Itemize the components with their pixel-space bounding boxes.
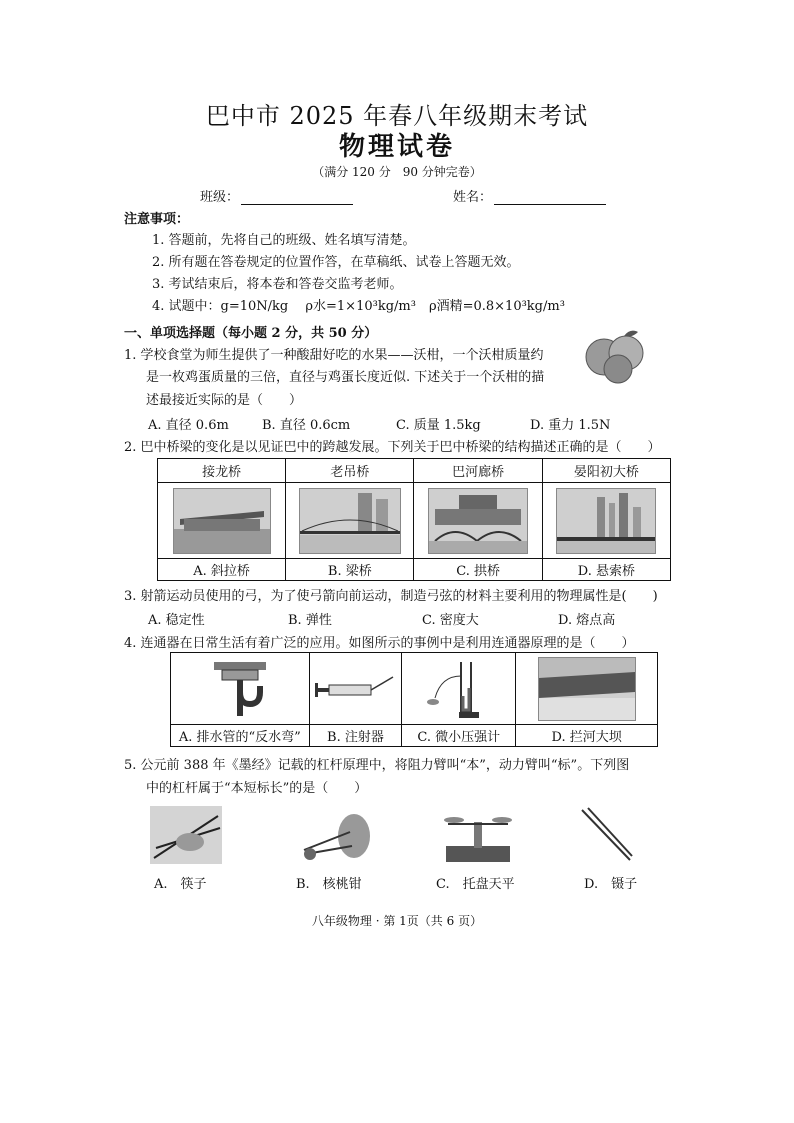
tweezers-image bbox=[578, 806, 638, 864]
q4-table bbox=[170, 652, 658, 747]
q3-option-a[interactable]: A. 稳定性 bbox=[148, 613, 205, 628]
q4-option-c[interactable]: C. 微小压强计 bbox=[402, 725, 516, 747]
q5-option-a[interactable]: A. 筷子 bbox=[154, 877, 207, 892]
chopsticks-image bbox=[150, 806, 222, 864]
corridor-bridge-image bbox=[428, 488, 528, 554]
q3-option-c[interactable]: C. 密度大 bbox=[422, 613, 479, 628]
syringe-image bbox=[315, 669, 395, 709]
dam-image bbox=[538, 657, 636, 721]
q5-stem-line1: 5. 公元前 388 年《墨经》记载的杠杆原理中，将阻力臂叫“本”，动力臂叫“标”。下列图 bbox=[124, 758, 630, 773]
name-label: 姓名： bbox=[453, 190, 493, 205]
drain-trap-image bbox=[210, 658, 270, 720]
note-item: 4. 试题中：g=10N/kg ρ水=1×10³kg/m³ ρ酒精=0.8×10³kg/m³ bbox=[152, 299, 565, 314]
q2-option-b[interactable]: B. 梁桥 bbox=[286, 559, 414, 581]
exam-meta: （满分 120 分 90 分钟完卷） bbox=[312, 165, 482, 179]
note-item: 2. 所有题在答卷规定的位置作答，在草稿纸、试卷上答题无效。 bbox=[152, 255, 520, 270]
q4-option-d[interactable]: D. 拦河大坝 bbox=[516, 725, 658, 747]
q2-header: 巴河廊桥 bbox=[414, 459, 542, 483]
q4-option-b[interactable]: B. 注射器 bbox=[309, 725, 402, 747]
exam-title: 巴中市 2025 年春八年级期末考试 bbox=[205, 102, 589, 130]
q5-option-b[interactable]: B. 核桃钳 bbox=[296, 877, 362, 892]
q1-option-b[interactable]: B. 直径 0.6cm bbox=[262, 418, 351, 433]
balance-image bbox=[438, 808, 518, 866]
class-field bbox=[200, 186, 353, 205]
q1-option-a[interactable]: A. 直径 0.6m bbox=[148, 418, 229, 433]
q2-bridge-table bbox=[157, 458, 671, 581]
note-item: 3. 考试结束后，将本卷和答卷交监考老师。 bbox=[152, 277, 403, 292]
class-blank[interactable] bbox=[241, 191, 353, 205]
section-heading: 一、单项选择题（每小题 2 分，共 50 分） bbox=[124, 326, 378, 341]
q1-option-c[interactable]: C. 质量 1.5kg bbox=[396, 418, 481, 433]
q1-stem-line3: 述最接近实际的是（ ） bbox=[146, 393, 303, 408]
q2-stem: 2. 巴中桥梁的变化是以见证巴中的跨越发展。下列关于巴中桥梁的结构描述正确的是（ ） bbox=[124, 440, 661, 455]
q2-option-c[interactable]: C. 拱桥 bbox=[414, 559, 542, 581]
q4-option-a[interactable]: A. 排水管的“反水弯” bbox=[171, 725, 310, 747]
page-footer: 八年级物理 · 第 1页（共 6 页） bbox=[311, 914, 483, 928]
name-field bbox=[453, 186, 606, 205]
q5-stem-line2: 中的杠杆属于“本短标长”的是（ ） bbox=[146, 781, 368, 796]
exam-subject: 物理试卷 bbox=[338, 132, 455, 162]
notes-heading: 注意事项： bbox=[124, 212, 190, 227]
class-label: 班级： bbox=[200, 190, 240, 205]
q2-header: 老吊桥 bbox=[286, 459, 414, 483]
suspension-bridge-image bbox=[299, 488, 401, 554]
yanyangchu-bridge-image bbox=[556, 488, 656, 554]
q3-stem: 3. 射箭运动员使用的弓，为了使弓箭向前运动，制造弓弦的材料主要利用的物理属性是( ) bbox=[124, 589, 658, 604]
orange-fruit-image bbox=[580, 325, 648, 385]
q1-stem-line2: 是一枚鸡蛋质量的三倍，直径与鸡蛋长度近似. 下述关于一个沃柑的描 bbox=[146, 370, 545, 385]
q3-option-b[interactable]: B. 弹性 bbox=[288, 613, 332, 628]
q1-stem-line1: 1. 学校食堂为师生提供了一种酸甜好吃的水果——沃柑，一个沃柑质量约 bbox=[124, 348, 544, 363]
q5-option-d[interactable]: D. 镊子 bbox=[584, 877, 638, 892]
note-item: 1. 答题前，先将自己的班级、姓名填写清楚。 bbox=[152, 233, 416, 248]
pressure-gauge-image bbox=[419, 656, 499, 722]
q2-option-a[interactable]: A. 斜拉桥 bbox=[158, 559, 286, 581]
nutcracker-image bbox=[294, 806, 374, 864]
q2-header: 接龙桥 bbox=[158, 459, 286, 483]
q2-option-d[interactable]: D. 悬索桥 bbox=[542, 559, 670, 581]
q4-stem: 4. 连通器在日常生活有着广泛的应用。如图所示的事例中是利用连通器原理的是（ ） bbox=[124, 636, 635, 651]
q5-option-c[interactable]: C. 托盘天平 bbox=[436, 877, 515, 892]
q2-header: 晏阳初大桥 bbox=[542, 459, 670, 483]
q1-option-d[interactable]: D. 重力 1.5N bbox=[530, 418, 611, 433]
name-blank[interactable] bbox=[494, 191, 606, 205]
q3-option-d[interactable]: D. 熔点高 bbox=[558, 613, 616, 628]
covered-bridge-image bbox=[173, 488, 271, 554]
